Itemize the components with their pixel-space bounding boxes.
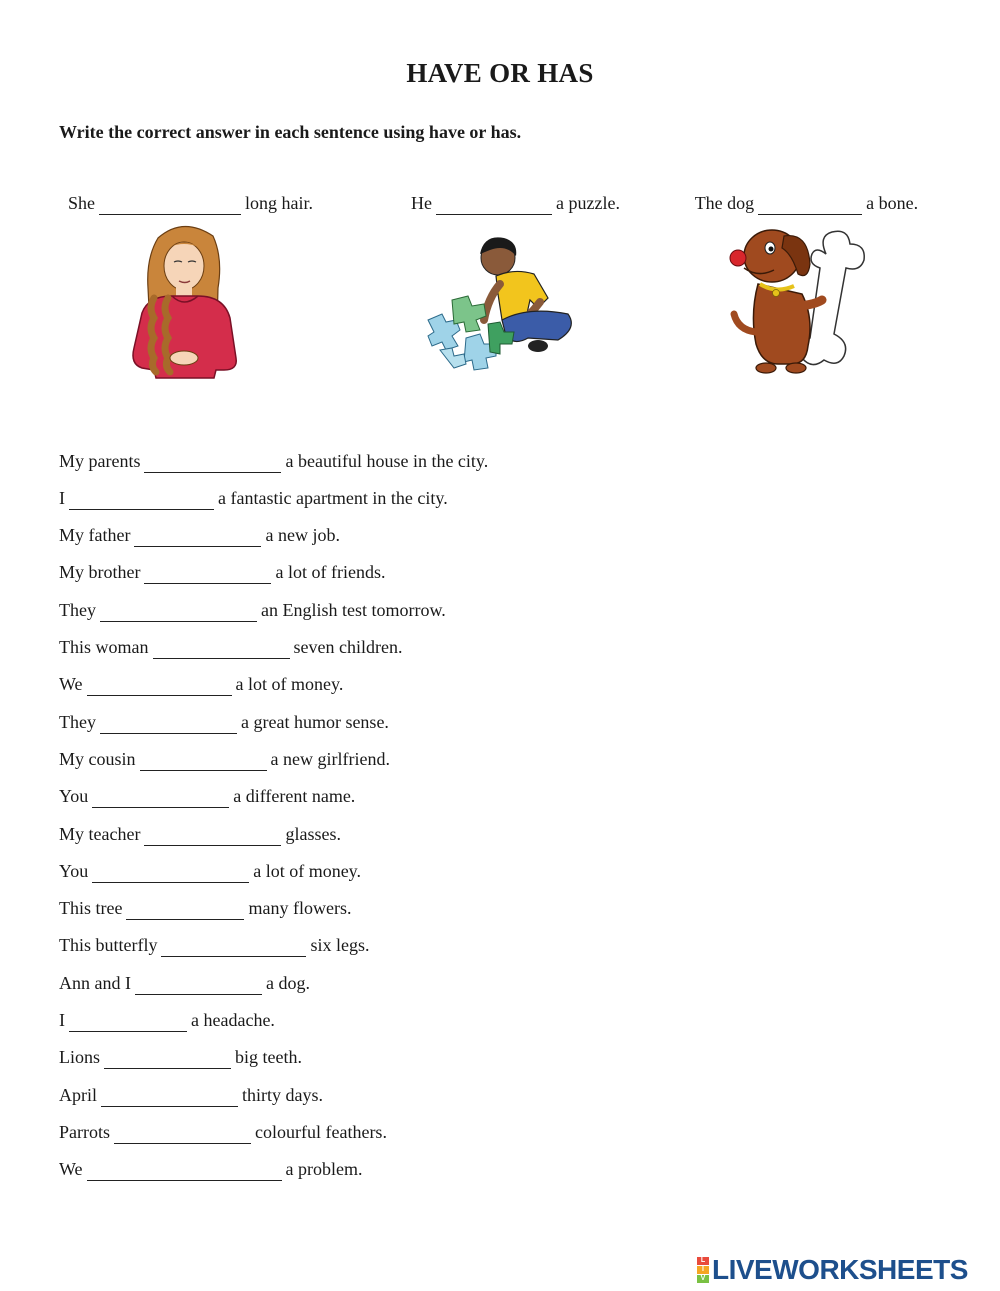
sentence-subject: We: [59, 1159, 83, 1179]
answer-field[interactable]: [144, 563, 271, 584]
page-title: HAVE OR HAS: [406, 58, 594, 88]
sentence-rest: a new girlfriend.: [270, 749, 390, 769]
sentence-subject: He: [411, 193, 432, 213]
sentence-subject: The dog: [694, 193, 755, 213]
sentence-rest: a puzzle.: [556, 193, 620, 213]
logo-tile: I: [697, 1266, 709, 1274]
sentence-rest: a beautiful house in the city.: [285, 451, 489, 471]
list-item: [59, 1046, 302, 1069]
sentence-rest: a great humor sense.: [240, 712, 389, 732]
list-item: [59, 860, 361, 883]
sentence-rest: a problem.: [285, 1159, 363, 1179]
sentence-rest: a fantastic apartment in the city.: [218, 488, 448, 508]
list-item: [59, 1084, 323, 1107]
liveworksheets-logo[interactable]: [697, 1253, 968, 1287]
list-item: [59, 897, 351, 920]
answer-field[interactable]: [69, 1011, 187, 1032]
answer-field[interactable]: [126, 899, 244, 920]
dog-bone-illustration: [722, 214, 872, 379]
list-item: [59, 1158, 363, 1181]
logo-tile: L: [697, 1257, 709, 1265]
sentence-subject: She: [68, 193, 95, 213]
list-item: [59, 487, 448, 510]
sentence-rest: a dog.: [265, 973, 310, 993]
answer-field[interactable]: [135, 974, 262, 995]
answer-field[interactable]: [140, 750, 267, 771]
sentence-rest: a bone.: [866, 193, 919, 213]
answer-field[interactable]: [161, 936, 306, 957]
sentence-rest: a lot of money.: [253, 861, 362, 881]
sentence-subject: You: [59, 861, 89, 881]
sentence-subject: Lions: [59, 1047, 101, 1067]
list-item: [59, 823, 341, 846]
list-item: [59, 748, 390, 771]
answer-field[interactable]: [87, 1160, 282, 1181]
sentence-subject: I: [59, 488, 65, 508]
sentence-rest: a different name.: [233, 786, 356, 806]
sentence-rest: thirty days.: [242, 1085, 323, 1105]
answer-field[interactable]: [436, 194, 552, 215]
sentence-subject: April: [59, 1085, 97, 1105]
sentence-subject: This butterfly: [59, 935, 158, 955]
sentence-subject: Ann and I: [59, 973, 131, 993]
answer-field[interactable]: [104, 1048, 231, 1069]
sentence-subject: My teacher: [59, 824, 141, 844]
answer-field[interactable]: [144, 825, 281, 846]
sentence-rest: an English test tomorrow.: [260, 600, 446, 620]
sentence-rest: a headache.: [191, 1010, 275, 1030]
sentence-subject: You: [59, 786, 89, 806]
sentence-subject: This woman: [59, 637, 149, 657]
answer-field[interactable]: [144, 452, 281, 473]
list-item: [59, 636, 402, 659]
sentence-rest: a lot of friends.: [275, 562, 386, 582]
sentence-subject: My brother: [59, 562, 141, 582]
answer-field[interactable]: [101, 1086, 238, 1107]
sentence-rest: seven children.: [293, 637, 403, 657]
list-item: [59, 599, 446, 622]
sentence-subject: I: [59, 1010, 65, 1030]
list-item: [59, 673, 343, 696]
list-item: [59, 1121, 387, 1144]
list-item: [59, 524, 340, 547]
sentence-subject: My father: [59, 525, 131, 545]
answer-field[interactable]: [92, 787, 229, 808]
list-item: [59, 561, 385, 584]
list-item: [59, 1009, 275, 1032]
sentence-rest: six legs.: [310, 935, 370, 955]
instructions: Write the correct answer in each sentence using have or has.: [59, 122, 522, 142]
sentence-rest: many flowers.: [248, 898, 352, 918]
logo-tiles: [697, 1257, 709, 1283]
sentence-subject: They: [59, 712, 96, 732]
answer-field[interactable]: [100, 601, 257, 622]
girl-long-hair-illustration: [128, 218, 243, 388]
list-item: [59, 450, 488, 473]
list-item: [59, 972, 310, 995]
answer-field[interactable]: [100, 713, 237, 734]
answer-field[interactable]: [134, 526, 261, 547]
sentence-subject: They: [59, 600, 96, 620]
sentence-subject: My parents: [59, 451, 141, 471]
sentence-rest: colourful feathers.: [255, 1122, 387, 1142]
picture-sentence-2: [402, 170, 620, 215]
list-item: [59, 785, 355, 808]
answer-field[interactable]: [153, 638, 290, 659]
list-item: [59, 934, 370, 957]
sentence-rest: big teeth.: [235, 1047, 302, 1067]
logo-text: [712, 1254, 968, 1286]
sentence-rest: a new job.: [265, 525, 340, 545]
sentence-subject: Parrots: [59, 1122, 110, 1142]
sentence-rest: glasses.: [285, 824, 341, 844]
answer-field[interactable]: [758, 194, 862, 215]
answer-field[interactable]: [69, 489, 214, 510]
answer-field[interactable]: [87, 675, 232, 696]
sentence-rest: long hair.: [245, 193, 313, 213]
list-item: [59, 711, 389, 734]
logo-wordmark: LIVEWORKSHEETS: [712, 1254, 968, 1285]
sentence-subject: My cousin: [59, 749, 136, 769]
boy-puzzle-illustration: [418, 228, 578, 388]
sentence-subject: This tree: [59, 898, 123, 918]
answer-field[interactable]: [92, 862, 249, 883]
sentence-rest: a lot of money.: [235, 674, 344, 694]
answer-field[interactable]: [99, 194, 241, 215]
logo-tile: V: [697, 1275, 709, 1283]
picture-sentence-1: [59, 170, 313, 215]
sentence-subject: We: [59, 674, 83, 694]
picture-sentence-3: [686, 170, 918, 215]
answer-field[interactable]: [114, 1123, 251, 1144]
